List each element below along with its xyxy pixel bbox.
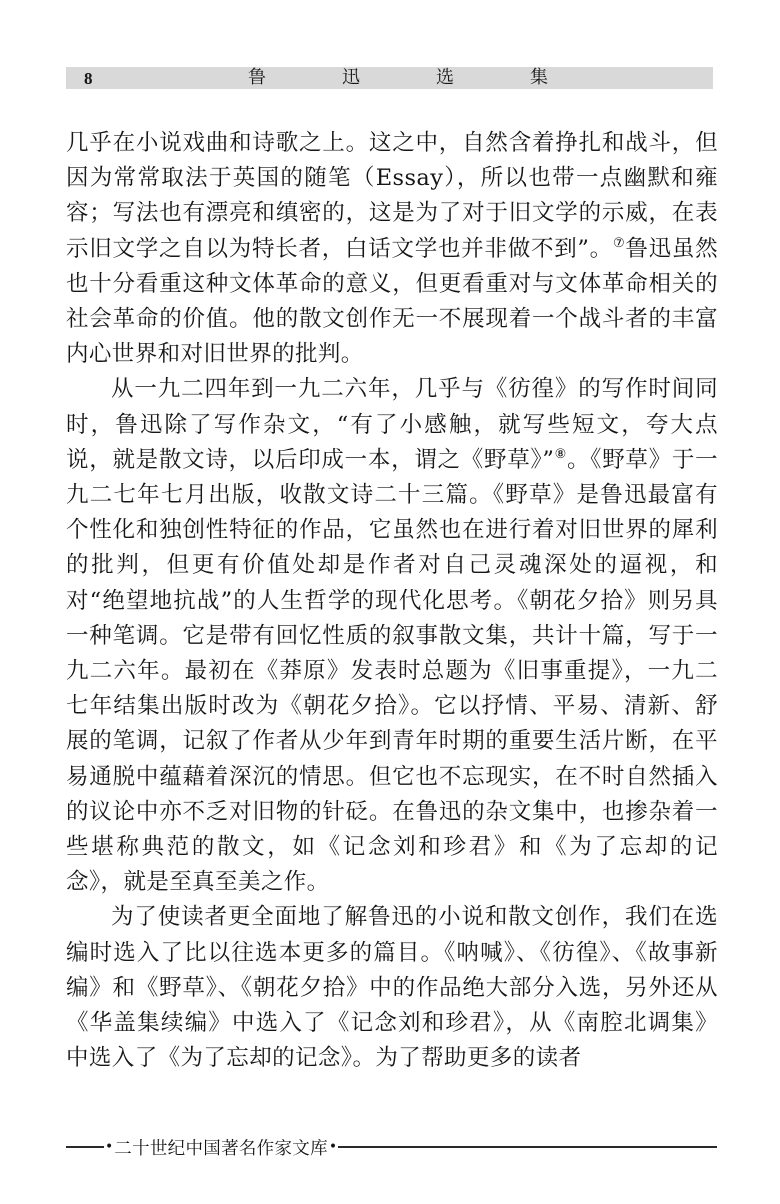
- footnote-marker: ⑧: [554, 446, 567, 462]
- footer-dot: •: [328, 1139, 338, 1155]
- running-title-char: 集: [530, 67, 548, 88]
- running-title: [248, 67, 548, 89]
- paragraph-text: 。《野草》于一九二七年七月出版，收散文诗二十三篇。《野草》是鲁迅最富有个性化和独创性特征的作品，它虽然也在进行着对旧世界的犀利的批判，但更有价值处却是作者对自己灵魂深处的逼视，和对“绝望地抗战”的人生哲学的现代化思考。《朝花夕拾》则另具一种笔调。它是带有回忆性质的叙事散文集，共计十篇，写于一九二六年。最初在《莽原》发表时总题为《旧事重提》，一九二七年结集出版时改为《朝花夕拾》。它以抒情、平易、清新、舒展的笔调，记叙了作者从少年到青年时期的重要生活片断，在平易通脱中蕴藉着深沉的情思。但它也不忘现实，在不时自然插入的议论中亦不乏对旧物的针砭。在鲁迅的杂文集中，也掺杂着一些堪称典范的散文，如《记念刘和珍君》和《为了忘却的记念》，就是至真至美之作。: [66, 446, 718, 896]
- running-title-char: 鲁: [248, 67, 266, 88]
- paragraph: 为了使读者更全面地了解鲁迅的小说和散文创作，我们在选编时选入了比以往选本更多的篇目。《呐喊》、《彷徨》、《故事新编》和《野草》、《朝花夕拾》中的作品绝大部分入选，另外还从《华盖集续编》中选入了《记念刘和珍君》，从《南腔北调集》中选入了《为了忘却的记念》。为了帮助更多的读者: [66, 904, 718, 1072]
- running-title-char: 迅: [342, 67, 360, 88]
- running-title-char: 选: [436, 67, 454, 88]
- paragraph-text: 从一九二四年到一九二六年，几乎与《彷徨》的写作时间同时，鲁迅除了写作杂文，“有了小感触，就写些短文，夸大点说，就是散文诗，以后印成一本，谓之《野草》”: [66, 376, 718, 473]
- paragraph-text: 鲁迅虽然也十分看重这种文体革命的意义，但更看重对与文体革命相关的社会革命的价值。他的散文创作无一不展现着一个战斗者的丰富内心世界和对旧世界的批判。: [66, 235, 718, 368]
- footnote-marker: ⑦: [612, 235, 626, 251]
- footer-rule: [338, 1146, 717, 1148]
- paragraph: [66, 372, 718, 900]
- page-footer: [66, 1135, 717, 1159]
- body-text: [66, 126, 718, 1076]
- paragraph-text: 几乎在小说戏曲和诗歌之上。这之中，自然含着挣扎和战斗，但因为常常取法于英国的随笔（Essay），所以也带一点幽默和雍容；写法也有漂亮和缜密的，这是为了对于旧文学的示威，在表示旧文学之自以为特长者，白话文学也并非做不到”。: [66, 130, 718, 262]
- footer-dot: •: [105, 1139, 114, 1155]
- paragraph: [66, 126, 718, 372]
- series-name: 二十世纪中国著名作家文库: [114, 1138, 328, 1159]
- page-number: 8: [84, 69, 93, 88]
- footer-rule: [66, 1146, 104, 1148]
